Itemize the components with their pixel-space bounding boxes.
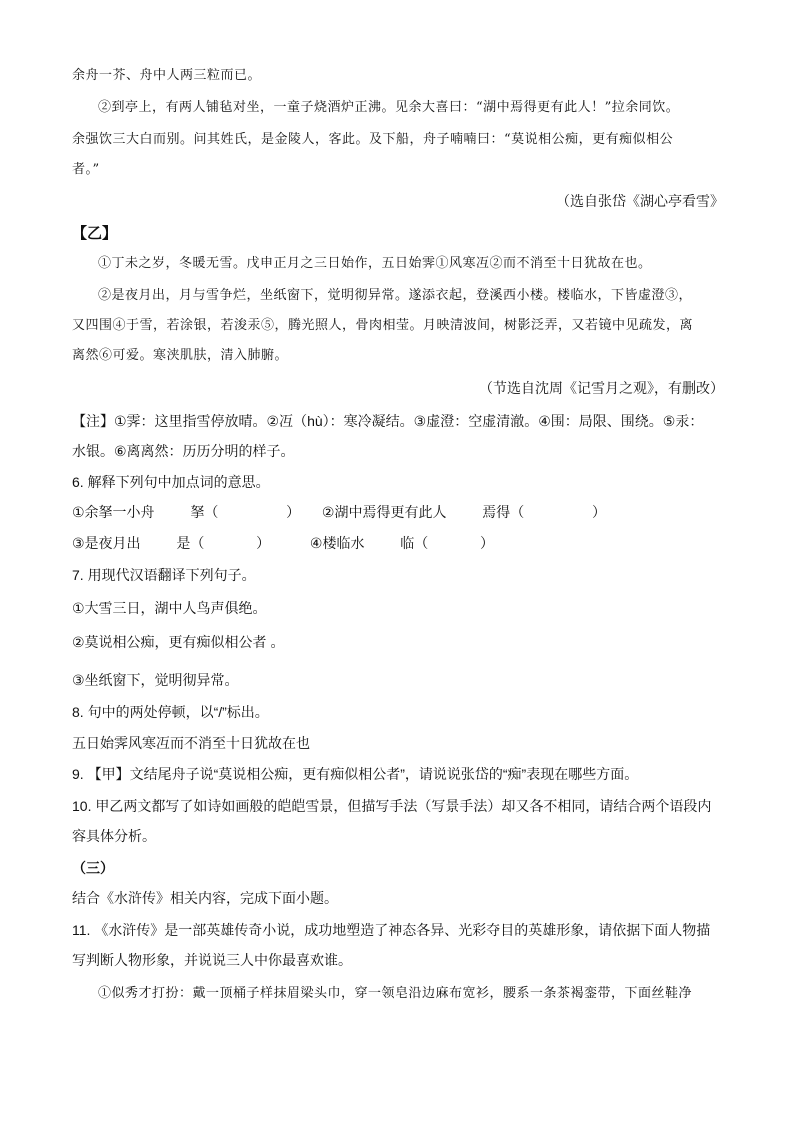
question-7-sentence-3: ③坐纸窗下，觉明彻异常。 — [72, 672, 239, 688]
question-8-prompt: 8. 句中的两处停顿，以“/”标出。 — [72, 704, 269, 720]
question-6-answer-1-close: ） — [286, 504, 301, 520]
question-6-answer-1-label: 拏（ — [190, 504, 219, 520]
passage-yi-paragraph-2-line-1: ②是夜月出，月与雪争烂，坐纸窗下，觉明彻异常。遂添衣起，登溪西小楼。楼临水，下皆虚澄③， — [98, 288, 693, 303]
classical-text-line: 余舟一芥、舟中人两三粒而已。 — [72, 68, 262, 83]
classical-text-paragraph-2-line-2: 余强饮三大白而别。问其姓氏，是金陵人，客此。及下船，舟子喃喃曰：“莫说相公痴，更有痴似相公 — [72, 132, 674, 147]
question-6-row-2 — [72, 533, 724, 553]
passage-yi-paragraph-2-line-2: 又四围④于雪，若涂银，若浚汞⑤，腾光照人，骨肉相莹。月映清波间，树影泛弄，又若镜中见疏发，离 — [72, 318, 694, 333]
question-10-prompt-line-1: 10. 甲乙两文都写了如诗如画般的皑皑雪景，但描写手法（写景手法）却又各不相同，请结合两个语段内 — [72, 798, 712, 814]
passage-yi-paragraph-2-line-3: 离然⑥可爱。寒浃肌肤，清入肺腑。 — [72, 348, 289, 363]
question-11-prompt-line-2: 写判断人物形象，并说说三人中你最喜欢谁。 — [72, 952, 352, 968]
question-6-answer-2-label: 焉得（ — [482, 504, 525, 520]
source-citation-a: （选自张岱《湖心亭看雪》 — [556, 193, 724, 209]
section-heading-yi: 【乙】 — [72, 225, 118, 242]
question-6-row-1 — [72, 502, 724, 522]
passage-yi-paragraph-1: ①丁未之岁，冬暖无雪。戊申正月之三日始作，五日始霁①风寒冱②而不消至十日犹故在也。 — [98, 256, 652, 271]
question-7-sentence-2: ②莫说相公痴，更有痴似相公者 。 — [72, 634, 285, 650]
question-7-sentence-1: ①大雪三日，湖中人鸟声俱绝。 — [72, 600, 267, 616]
classical-text-paragraph-2-line-3: 者。” — [72, 162, 100, 177]
question-6-answer-3-close: ） — [256, 535, 271, 551]
question-6-item-3: ③是夜月出 — [72, 535, 141, 551]
question-6-answer-3-label: 是（ — [176, 535, 205, 551]
question-6-answer-4-close: ） — [480, 535, 495, 551]
question-7-prompt: 7. 用现代汉语翻译下列句子。 — [72, 567, 256, 583]
section-heading-three: （三） — [72, 860, 114, 876]
annotation-notes-line-2: 水银。⑥离离然：历历分明的样子。 — [72, 443, 295, 459]
classical-text-paragraph-2-line-1: ②到亭上，有两人铺毡对坐，一童子烧酒炉正沸。见余大喜曰：“湖中焉得更有此人！”拉余同饮。 — [98, 100, 680, 115]
question-10-prompt-line-2: 容具体分析。 — [72, 828, 156, 844]
annotation-notes-line-1: 【注】①霁：这里指雪停放晴。②冱（hù）：寒冷凝结。③虚澄：空虚清澈。④围：局限、围绕。⑤汞： — [72, 413, 704, 429]
question-6-answer-4-label: 临（ — [400, 535, 429, 551]
question-6-item-4: ④楼临水 — [309, 535, 365, 551]
question-6-answer-2-close: ） — [592, 504, 607, 520]
question-6-item-2: ②湖中焉得更有此人 — [321, 504, 447, 520]
question-6-item-1: ①余拏一小舟 — [72, 504, 155, 520]
question-11-prompt-line-1: 11. 《水浒传》是一部英雄传奇小说，成功地塑造了神态各异、光彩夺目的英雄形象，请依据下面人物描 — [72, 922, 711, 938]
question-8-sentence: 五日始霁风寒冱而不消至十日犹故在也 — [72, 735, 310, 751]
question-9-prompt: 9. 【甲】文结尾舟子说“莫说相公痴，更有痴似相公者”，请说说张岱的“痴”表现在哪些方面。 — [72, 766, 639, 782]
section-three-instruction: 结合《水浒传》相关内容，完成下面小题。 — [72, 890, 338, 906]
question-6-prompt: 6. 解释下列句中加点词的意思。 — [72, 474, 270, 490]
question-11-description-1: ①似秀才打扮：戴一顶桶子样抹眉梁头巾，穿一领皂沿边麻布宽衫，腰系一条茶褐銮带，下面丝鞋净 — [98, 986, 693, 1001]
source-citation-b: （节选自沈周《记雪月之观》，有删改） — [479, 380, 724, 396]
